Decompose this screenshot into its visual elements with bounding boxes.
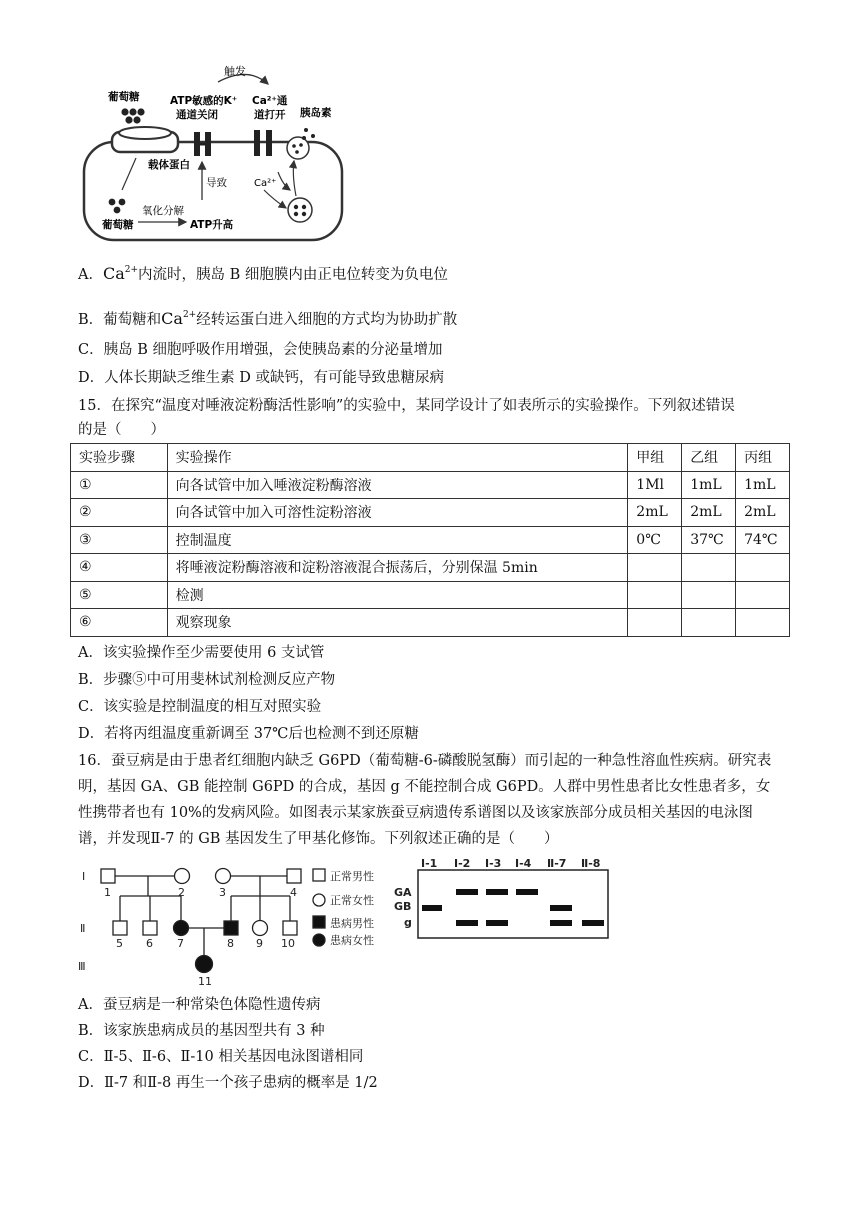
- diagram-label-atp-channel-1: ATP敏感的K⁺: [170, 95, 238, 107]
- person-id: 2: [178, 886, 185, 899]
- insulin-vesicle-membrane: [287, 137, 309, 159]
- legend-affected-male: 患病男性: [330, 917, 374, 930]
- q15-option-c: C．该实验是控制温度的相互对照实验: [78, 699, 322, 715]
- diagram-label-atp-channel-2: 通道关闭: [176, 109, 218, 121]
- table-row: ② 向各试管中加入可溶性淀粉溶液 2mL 2mL 2mL: [71, 499, 790, 527]
- q14-option-b: B．葡萄糖和$Ca^{2+}$经转运蛋白进入细胞的方式均为协助扩散: [78, 309, 458, 328]
- diagram-label-trigger: 触发: [224, 65, 246, 78]
- q14-option-a: A．$Ca^{2+}$内流时，胰岛 B 细胞膜内由正电位转变为负电位: [78, 264, 448, 283]
- q15-stem-line1: 15．在探究“温度对唾液淀粉酶活性影响”的实验中，某同学设计了如表所示的实验操作。下列叙述错误: [78, 398, 735, 414]
- diagram-label-lead: 导致: [206, 177, 227, 189]
- person-id: 9: [256, 937, 263, 950]
- diagram-label-glucose-bottom: 葡萄糖: [102, 219, 134, 231]
- q16-stem-line3: 性携带者也有 10%的发病风险。如图表示某家族蚕豆病遗传系谱图以及该家族部分成员相关基因的电泳图: [78, 805, 753, 821]
- generation-label-2: Ⅱ: [80, 922, 86, 935]
- experiment-table: [70, 443, 790, 637]
- q16-stem-line1: 16．蚕豆病是由于患者红细胞内缺乏 G6PD（葡萄糖-6-磷酸脱氢酶）而引起的一种急性溶血性疾病。研究表: [78, 753, 772, 769]
- diagram-label-ca-inside: Ca²⁺: [254, 178, 277, 189]
- gel-band: [550, 905, 572, 911]
- person-id: 8: [227, 937, 234, 950]
- table-row: ⑥ 观察现象: [71, 609, 790, 637]
- q15-option-d: D．若将丙组温度重新调至 37℃后也检测不到还原糖: [78, 726, 419, 742]
- diagram-label-atp-up: ATP升高: [190, 219, 234, 231]
- legend-normal-female: 正常女性: [330, 894, 374, 907]
- insulin-secretion-diagram: [78, 60, 348, 246]
- table-row: ③ 控制温度 0℃ 37℃ 74℃: [71, 526, 790, 554]
- ca-channel-left: [254, 130, 260, 156]
- person-id: 3: [219, 886, 226, 899]
- q16-option-b: B．该家族患病成员的基因型共有 3 种: [78, 1023, 325, 1039]
- q15-option-a: A．该实验操作至少需要使用 6 支试管: [78, 645, 325, 661]
- person-id: 4: [290, 886, 297, 899]
- diagram-label-insulin: 胰岛素: [300, 107, 332, 119]
- pedigree-chart: [78, 858, 388, 990]
- gel-band: [516, 889, 538, 895]
- legend-normal-male: 正常男性: [330, 870, 374, 883]
- gel-band: [456, 920, 478, 926]
- gel-electrophoresis-chart: [390, 856, 616, 944]
- gel-lane-label: Ⅰ-2: [454, 857, 471, 870]
- gel-band: [486, 889, 508, 895]
- table-row: ④ 将唾液淀粉酶溶液和淀粉溶液混合振荡后，分别保温 5min: [71, 554, 790, 582]
- gel-band-label-gb: GB: [394, 900, 412, 913]
- legend-affected-female: 患病女性: [330, 934, 374, 947]
- q16-option-c: C．Ⅱ-5、Ⅱ-6、Ⅱ-10 相关基因电泳图谱相同: [78, 1049, 364, 1065]
- gel-band-label-g: g: [404, 916, 412, 929]
- gel-lane-label: Ⅰ-1: [421, 857, 438, 870]
- q15-stem-line2: 的是（ ）: [78, 422, 165, 438]
- gel-band: [486, 920, 508, 926]
- q16-option-a: A．蚕豆病是一种常染色体隐性遗传病: [78, 997, 321, 1013]
- q16-option-d: D．Ⅱ-7 和Ⅱ-8 再生一个孩子患病的概率是 1/2: [78, 1075, 378, 1091]
- generation-label-3: Ⅲ: [78, 960, 86, 973]
- gel-lane-label: Ⅰ-4: [515, 857, 532, 870]
- gel-band: [422, 905, 442, 911]
- diagram-label-oxidation: 氧化分解: [142, 205, 184, 217]
- diagram-label-glucose-top: 葡萄糖: [108, 91, 140, 103]
- q15-option-b: B．步骤⑤中可用斐林试剂检测反应产物: [78, 672, 336, 688]
- person-id: 6: [146, 937, 153, 950]
- diagram-label-carrier: 载体蛋白: [148, 159, 190, 171]
- glucose-dots-bottom: [109, 199, 126, 214]
- gel-band-label-ga: GA: [394, 886, 412, 899]
- gel-band: [582, 920, 604, 926]
- table-header-row: 实验步骤 实验操作 甲组 乙组 丙组: [71, 444, 790, 472]
- person-id: 11: [198, 975, 212, 988]
- generation-label-1: Ⅰ: [82, 870, 86, 883]
- gel-band: [456, 889, 478, 895]
- glucose-dots-top: [121, 108, 144, 123]
- q16-stem-line4: 谱，并发现Ⅱ-7 的 GB 基因发生了甲基化修饰。下列叙述正确的是（ ）: [78, 831, 559, 847]
- person-id: 5: [116, 937, 123, 950]
- table-row: ① 向各试管中加入唾液淀粉酶溶液 1Ml 1mL 1mL: [71, 471, 790, 499]
- diagram-label-ca-channel-1: Ca²⁺通: [252, 95, 288, 107]
- table-row: ⑤ 检测: [71, 581, 790, 609]
- q14-option-d: D．人体长期缺乏维生素 D 或缺钙，有可能导致患糖尿病: [78, 370, 444, 386]
- q14-option-c: C．胰岛 B 细胞呼吸作用增强，会使胰岛素的分泌量增加: [78, 342, 443, 358]
- q16-stem-line2: 明，基因 GA、GB 能控制 G6PD 的合成，基因 g 不能控制合成 G6PD。人群中男性患者比女性患者多，女: [78, 779, 771, 795]
- person-id: 7: [177, 937, 184, 950]
- gel-lane-label: Ⅰ-3: [485, 857, 502, 870]
- insulin-vesicle-inner: [288, 198, 312, 222]
- gel-lane-label: Ⅱ-8: [581, 857, 601, 870]
- person-id: 1: [104, 886, 111, 899]
- diagram-label-ca-channel-2: 道打开: [254, 109, 286, 121]
- gel-lane-label: Ⅱ-7: [547, 857, 567, 870]
- gel-band: [550, 920, 572, 926]
- ca-channel-right: [266, 130, 272, 156]
- person-id: 10: [281, 937, 295, 950]
